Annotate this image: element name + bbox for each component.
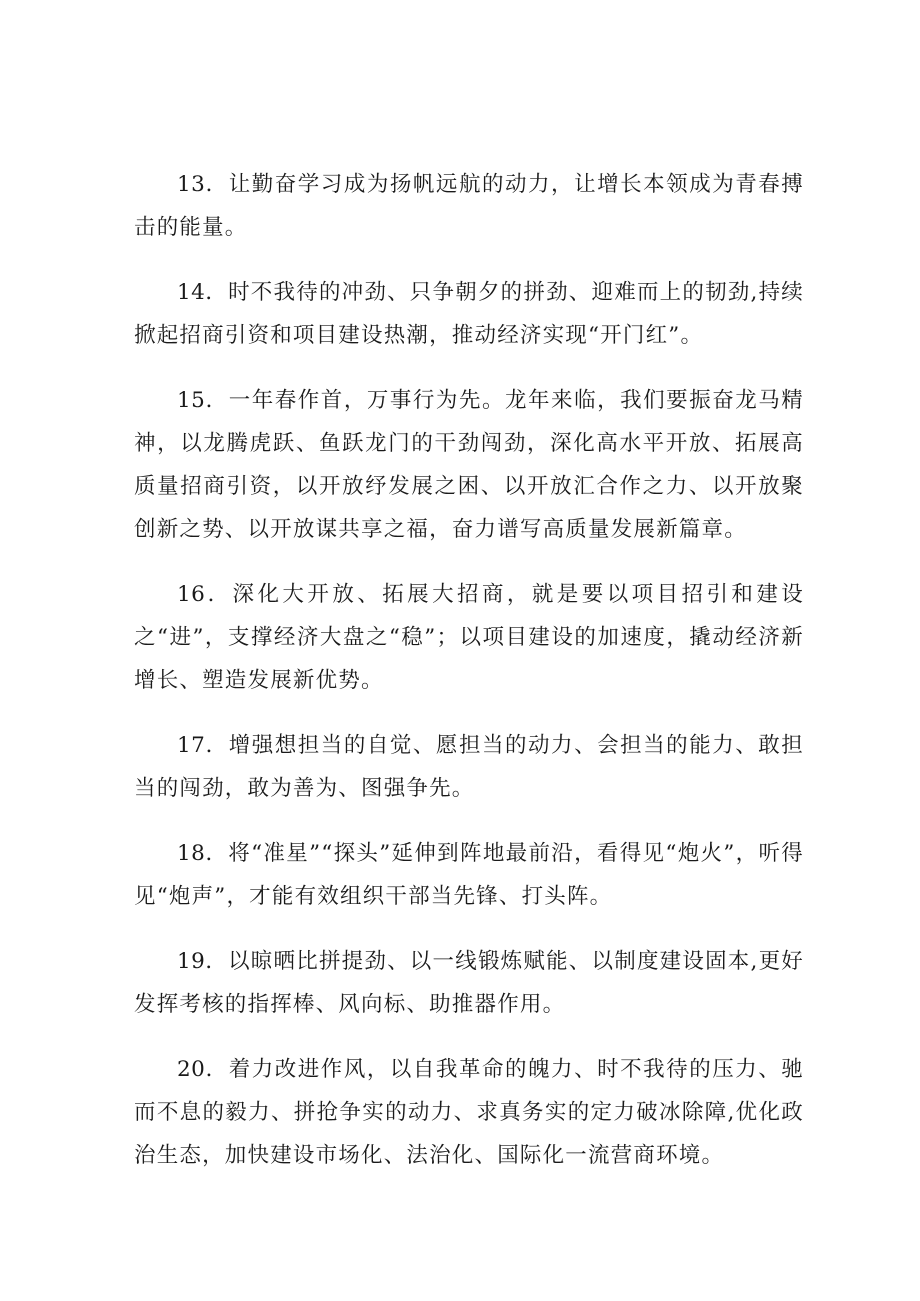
item-number: 19 [177, 949, 206, 974]
item-number: 16 [177, 582, 206, 607]
item-text: ．让勤奋学习成为扬帆远航的动力，让增长本领成为青春搏击的能量。 [134, 172, 804, 240]
list-item [134, 163, 804, 249]
item-text: ．增强想担当的自觉、愿担当的动力、会担当的能力、敢担当的闯劲，敢为善为、图强争先。 [134, 733, 804, 801]
list-item [134, 271, 804, 357]
item-text: ．着力改进作风，以自我革命的魄力、时不我待的压力、驰而不息的毅力、拼抢争实的动力、求真务实的定力破冰除障,优化政治生态，加快建设市场化、法治化、国际化一流营商环境。 [134, 1057, 804, 1168]
list-item [134, 724, 804, 810]
item-number: 13 [177, 172, 206, 197]
list-item [134, 940, 804, 1026]
list-item [134, 573, 804, 702]
item-number: 14 [177, 280, 206, 305]
item-text: ．一年春作首，万事行为先。龙年来临，我们要振奋龙马精神，以龙腾虎跃、鱼跃龙门的干劲闯劲，深化高水平开放、拓展高质量招商引资，以开放纾发展之困、以开放汇合作之力、以开放聚创新之势、以开放谋共享之福，奋力谱写高质量发展新篇章。 [134, 388, 804, 542]
item-number: 18 [177, 841, 206, 866]
item-number: 20 [177, 1057, 206, 1082]
item-number: 15 [177, 388, 206, 413]
list-item [134, 832, 804, 918]
item-text: ．将“准星”“探头”延伸到阵地最前沿，看得见“炮火”，听得见“炮声”，才能有效组织干部当先锋、打头阵。 [134, 841, 804, 909]
item-text: ．深化大开放、拓展大招商，就是要以项目招引和建设之“进”，支撑经济大盘之“稳”；以项目建设的加速度，撬动经济新增长、塑造发展新优势。 [134, 582, 804, 693]
list-item [134, 379, 804, 551]
document-body [134, 163, 804, 1199]
item-number: 17 [177, 733, 206, 758]
list-item [134, 1048, 804, 1177]
item-text: ．以晾晒比拼提劲、以一线锻炼赋能、以制度建设固本,更好发挥考核的指挥棒、风向标、助推器作用。 [134, 949, 804, 1017]
item-text: ．时不我待的冲劲、只争朝夕的拼劲、迎难而上的韧劲,持续掀起招商引资和项目建设热潮，推动经济实现“开门红”。 [134, 280, 804, 348]
